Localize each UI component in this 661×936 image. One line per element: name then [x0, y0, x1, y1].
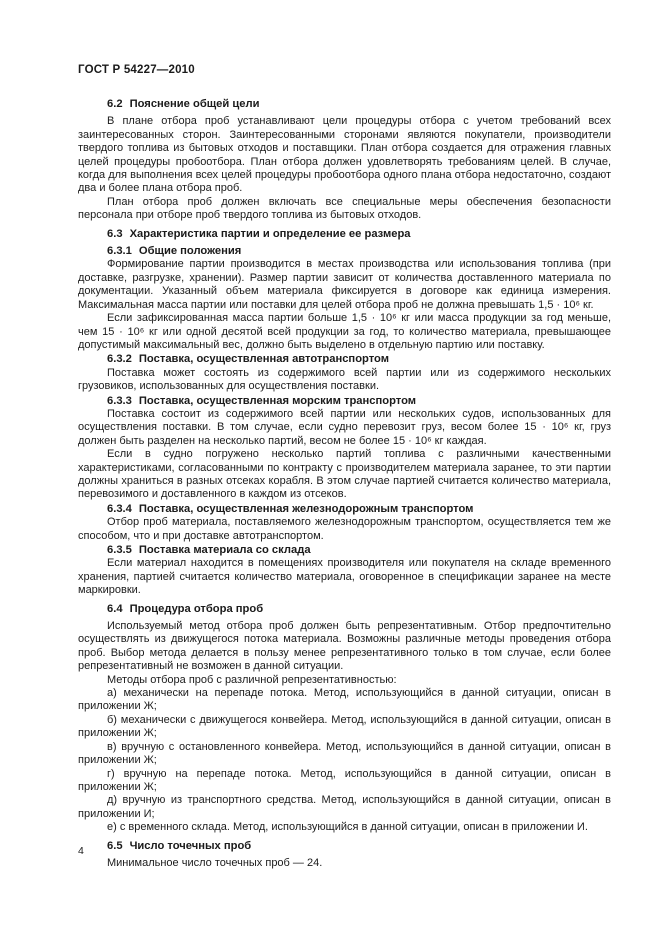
heading-title: Поставка, осуществленная железнодорожным транспортом: [138, 502, 474, 515]
section-heading: [78, 353, 611, 366]
section-heading: [78, 245, 611, 258]
paragraph: Если материал находится в помещениях производителя или покупателя на складе временного хранения, партией считается количество материала, оговоренное в спецификации заранее на месте маркировки.: [78, 557, 611, 597]
heading-title: Поставка, осуществленная морским транспортом: [138, 394, 417, 407]
heading-title: Характеристика партии и определение ее размера: [129, 227, 411, 240]
paragraph: б) механически с движущегося конвейера. Метод, использующийся в данной ситуации, описан в приложении Ж;: [78, 713, 611, 740]
heading-number: 6.2: [107, 98, 123, 110]
paragraph: Минимальное число точечных проб — 24.: [107, 856, 323, 869]
paragraph: в) вручную с остановленного конвейера. Метод, использующийся в данной ситуации, описан в приложении Ж;: [78, 740, 611, 767]
heading-number: 6.3.5: [107, 544, 132, 556]
section-heading: [78, 603, 611, 616]
paragraph: Методы отбора проб с различной репрезентативностью:: [107, 673, 397, 686]
section-heading: [78, 503, 611, 516]
heading-number: 6.3.3: [107, 394, 132, 407]
heading-number: 6.5: [107, 839, 123, 852]
heading-title: Пояснение общей цели: [129, 98, 260, 110]
page-number: 4: [78, 845, 84, 857]
paragraph: Если в судно погружено несколько партий топлива с различными качественными характеристиками, согласованными по контракту с производителем материала заранее, то эти партии должны храниться в разных отсеках корабля. В этом случае партией считается количество материала, перевозимого и доставленного в каждом из отсеков.: [78, 448, 611, 501]
heading-title: Процедура отбора проб: [129, 602, 264, 615]
section-heading: [78, 395, 611, 408]
heading-title: Общие положения: [138, 245, 242, 258]
paragraph: Отбор проб материала, поставляемого железнодорожным транспортом, осуществляется тем же способом, что и при доставке автотранспортом.: [78, 516, 611, 542]
paragraph: План отбора проб должен включать все специальные меры обеспечения безопасности персонала при отборе проб твердого топлива из бытовых отходов.: [78, 195, 611, 222]
paragraph: а) механически на перепаде потока. Метод, использующийся в данной ситуации, описан в приложении Ж;: [78, 687, 611, 713]
running-header: ГОСТ Р 54227—2010: [78, 64, 195, 76]
heading-title: Поставка, осуществленная автотранспортом: [138, 353, 390, 366]
section-heading: [78, 228, 611, 241]
document-body: [78, 93, 611, 870]
paragraph: Поставка может состоять из содержимого всей партии или из содержимого нескольких грузовиков, использованных для осуществления поставки.: [78, 366, 611, 393]
heading-number: 6.3.1: [107, 245, 132, 258]
paragraph: В плане отбора проб устанавливают цели процедуры отбора с учетом требований всех заинтересованных сторон. Заинтересованными сторонами являются покупатели, производители твердого топлива из бытовых отходов и поставщики. План отбора создается для отражения главных целей процедуры пробоотбора. План отбора должен удовлетворять требованиям целей. В случае, когда для выполнения всех целей процедуры пробоотбора одного плана отбора недостаточно, создают два и более плана отбора проб.: [78, 115, 611, 195]
paragraph: Формирование партии производится в местах производства или использования топлива (при доставке, разгрузке, хранении). Размер партии зависит от количества доставленного материала по документации. Указанный объем материала фиксируется в договоре как единица измерения. Максимальная масса партии или поставки для целей отбора проб не должна превышать 1,5 · 10⁶ кг.: [78, 258, 611, 311]
section-heading: [78, 544, 611, 557]
section-heading: [78, 840, 611, 853]
paragraph: е) с временного склада. Метод, использующийся в данной ситуации, описан в приложении И.: [107, 821, 588, 834]
paragraph: Если зафиксированная масса партии больше 1,5 · 10⁶ кг или масса продукции за год меньше, чем 15 · 10⁶ кг или одной десятой всей продукции за год, то количество материала, превышающее допустимый максимальный вес, должно быть выделено в отдельную партию или поставку.: [78, 312, 611, 351]
paragraph: Поставка состоит из содержимого всей партии или нескольких судов, использованных для осуществления поставки. В том случае, если судно перевозит груз, весом более 15 · 10⁶ кг, груз должен быть разделен на несколько партий, весом не более 15 · 10⁶ кг каждая.: [78, 407, 611, 447]
heading-number: 6.4: [107, 602, 123, 615]
paragraph: д) вручную из транспортного средства. Метод, использующийся в данной ситуации, описан в приложении И;: [78, 794, 611, 820]
section-heading: [78, 98, 611, 111]
heading-number: 6.3: [107, 227, 123, 240]
heading-number: 6.3.4: [107, 502, 132, 515]
paragraph: Используемый метод отбора проб должен быть репрезентативным. Отбор предпочтительно осуществлять из движущегося потока материала. Возможны различные методы проведения отбора проб. Выбор метода делается в пользу менее репрезентативного только в том случае, если более репрезентативный не возможен в данной ситуации.: [78, 620, 611, 673]
heading-title: Число точечных проб: [129, 839, 252, 852]
paragraph: г) вручную на перепаде потока. Метод, использующийся в данной ситуации, описан в приложении Ж;: [78, 767, 611, 793]
heading-number: 6.3.2: [107, 353, 132, 366]
heading-title: Поставка материала со склада: [138, 544, 311, 556]
